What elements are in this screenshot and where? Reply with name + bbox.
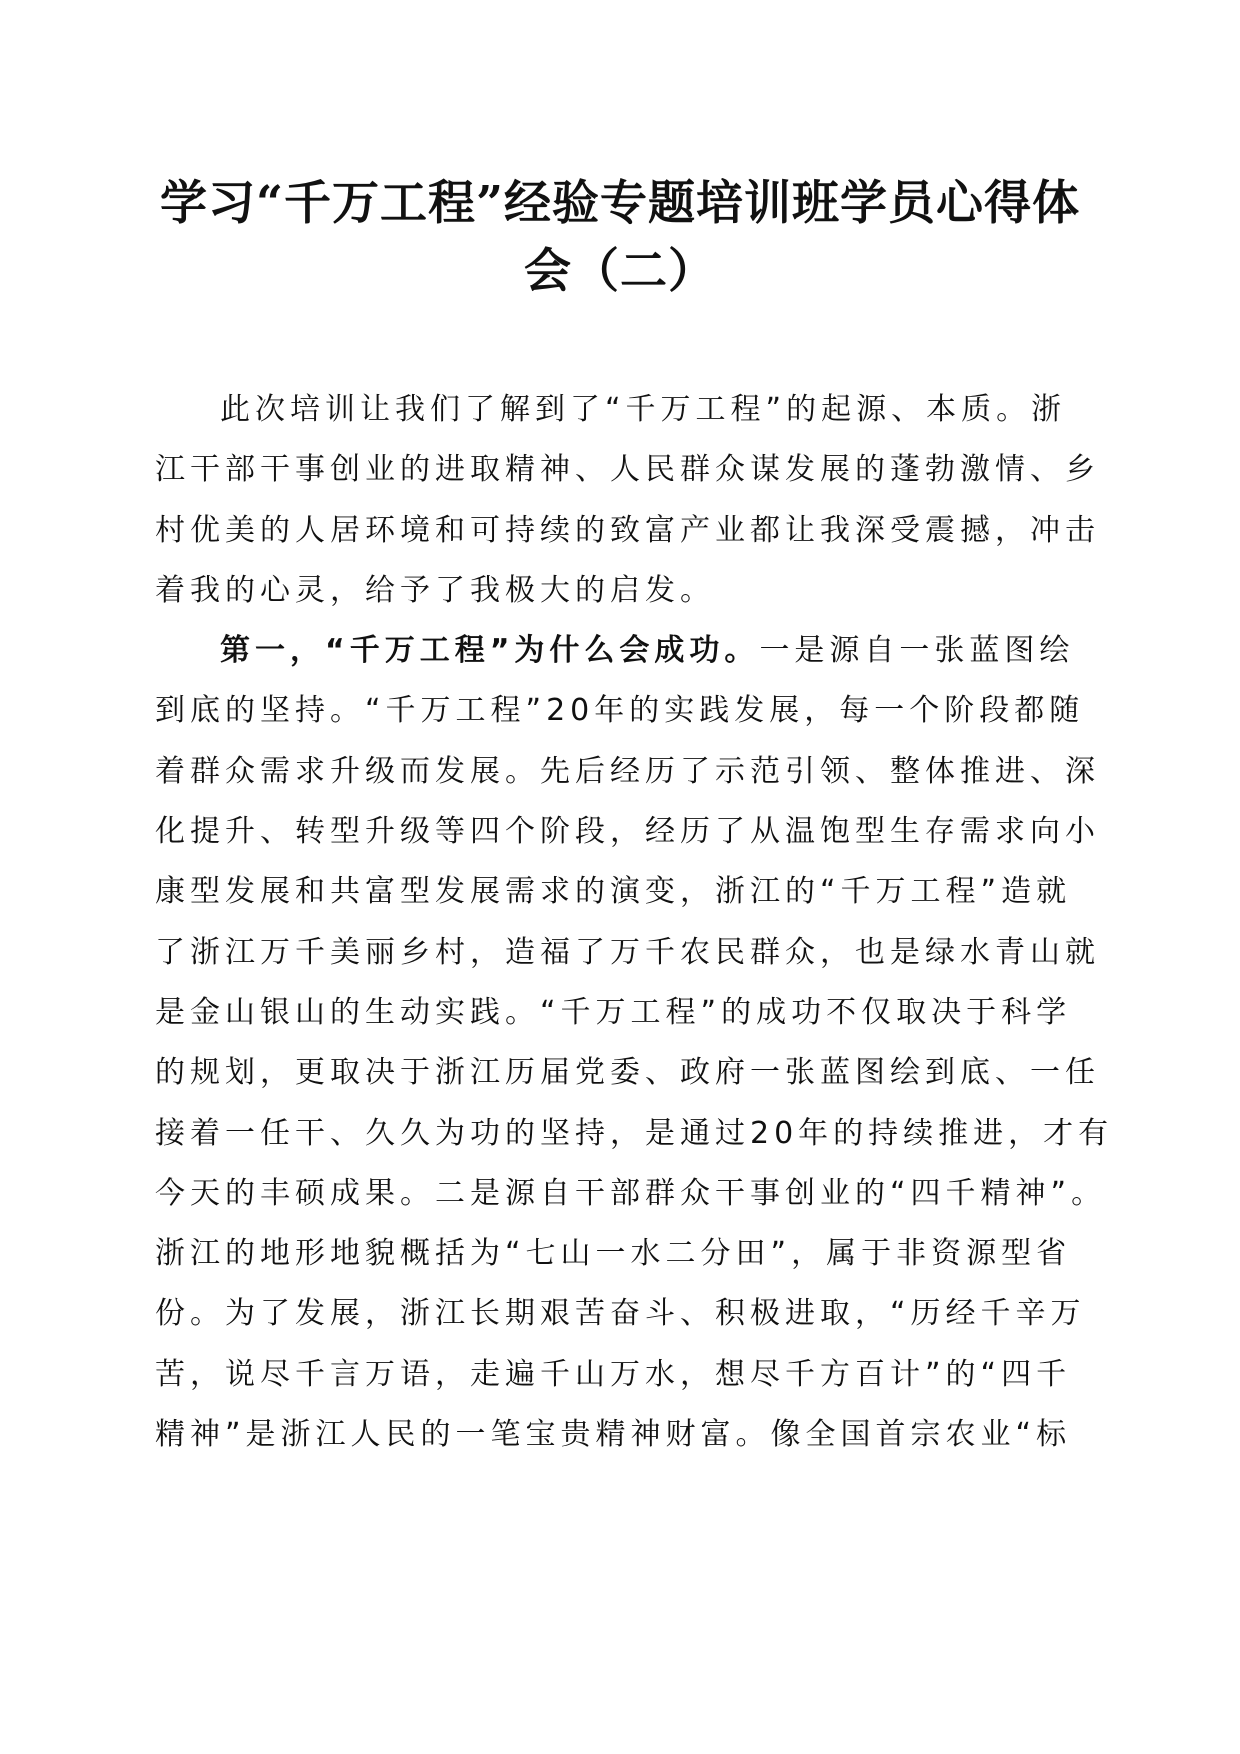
section-heading-bold: 第一，“千万工程”为什么会成功。	[220, 633, 760, 669]
paragraph-2-line: 苦，说尽千言万语，走遍千山万水，想尽千方百计”的“四千	[155, 1356, 1072, 1392]
document-title	[140, 170, 1100, 306]
paragraph-2-line: 浙江的地形地貌概括为“七山一水二分田”，属于非资源型省	[155, 1236, 1072, 1272]
paragraph-2-line: 着群众需求升级而发展。先后经历了示范引领、整体推进、深	[155, 753, 1100, 789]
title-line-1: 学习“千万工程”经验专题培训班学员心得体	[159, 176, 1081, 231]
paragraph-2-line: 份。为了发展，浙江长期艰苦奋斗、积极进取，“历经千辛万	[155, 1296, 1086, 1332]
paragraph-2-line: 康型发展和共富型发展需求的演变，浙江的“千万工程”造就	[155, 874, 1072, 910]
paragraph-1-line-1: 此次培训让我们了解到了“千万工程”的起源、本质。浙	[220, 392, 1067, 427]
paragraph-2-line: 精神”是浙江人民的一笔宝贵精神财富。像全国首宗农业“标	[155, 1417, 1072, 1453]
paragraph-2-line: 的规划，更取决于浙江历届党委、政府一张蓝图绘到底、一任	[155, 1055, 1100, 1091]
paragraph-2-line: 接着一任干、久久为功的坚持，是通过20年的持续推进，才有	[155, 1115, 1114, 1151]
paragraph-2-line: 今天的丰硕成果。二是源自干部群众干事创业的“四千精神”。	[155, 1175, 1107, 1211]
paragraph-1-line-3: 村优美的人居环境和可持续的致富产业都让我深受震撼，冲击	[155, 512, 1100, 548]
document-body	[155, 380, 1114, 1465]
paragraph-2-first-line-rest: 一是源自一张蓝图绘	[759, 633, 1075, 669]
paragraph-1-line-4: 着我的心灵，给予了我极大的启发。	[155, 572, 715, 608]
paragraph-2-line: 了浙江万千美丽乡村，造福了万千农民群众，也是绿水青山就	[155, 934, 1100, 970]
paragraph-2-line: 化提升、转型升级等四个阶段，经历了从温饱型生存需求向小	[155, 814, 1100, 850]
title-line-2: 会（二）	[524, 244, 716, 299]
paragraph-2-line: 是金山银山的生动实践。“千万工程”的成功不仅取决于科学	[155, 994, 1072, 1030]
paragraph-2-line-1	[155, 621, 1075, 681]
paragraph-2-line: 到底的坚持。“千万工程”20年的实践发展，每一个阶段都随	[155, 693, 1085, 729]
paragraph-1-line-2: 江干部干事创业的进取精神、人民群众谋发展的蓬勃激情、乡	[155, 452, 1100, 488]
